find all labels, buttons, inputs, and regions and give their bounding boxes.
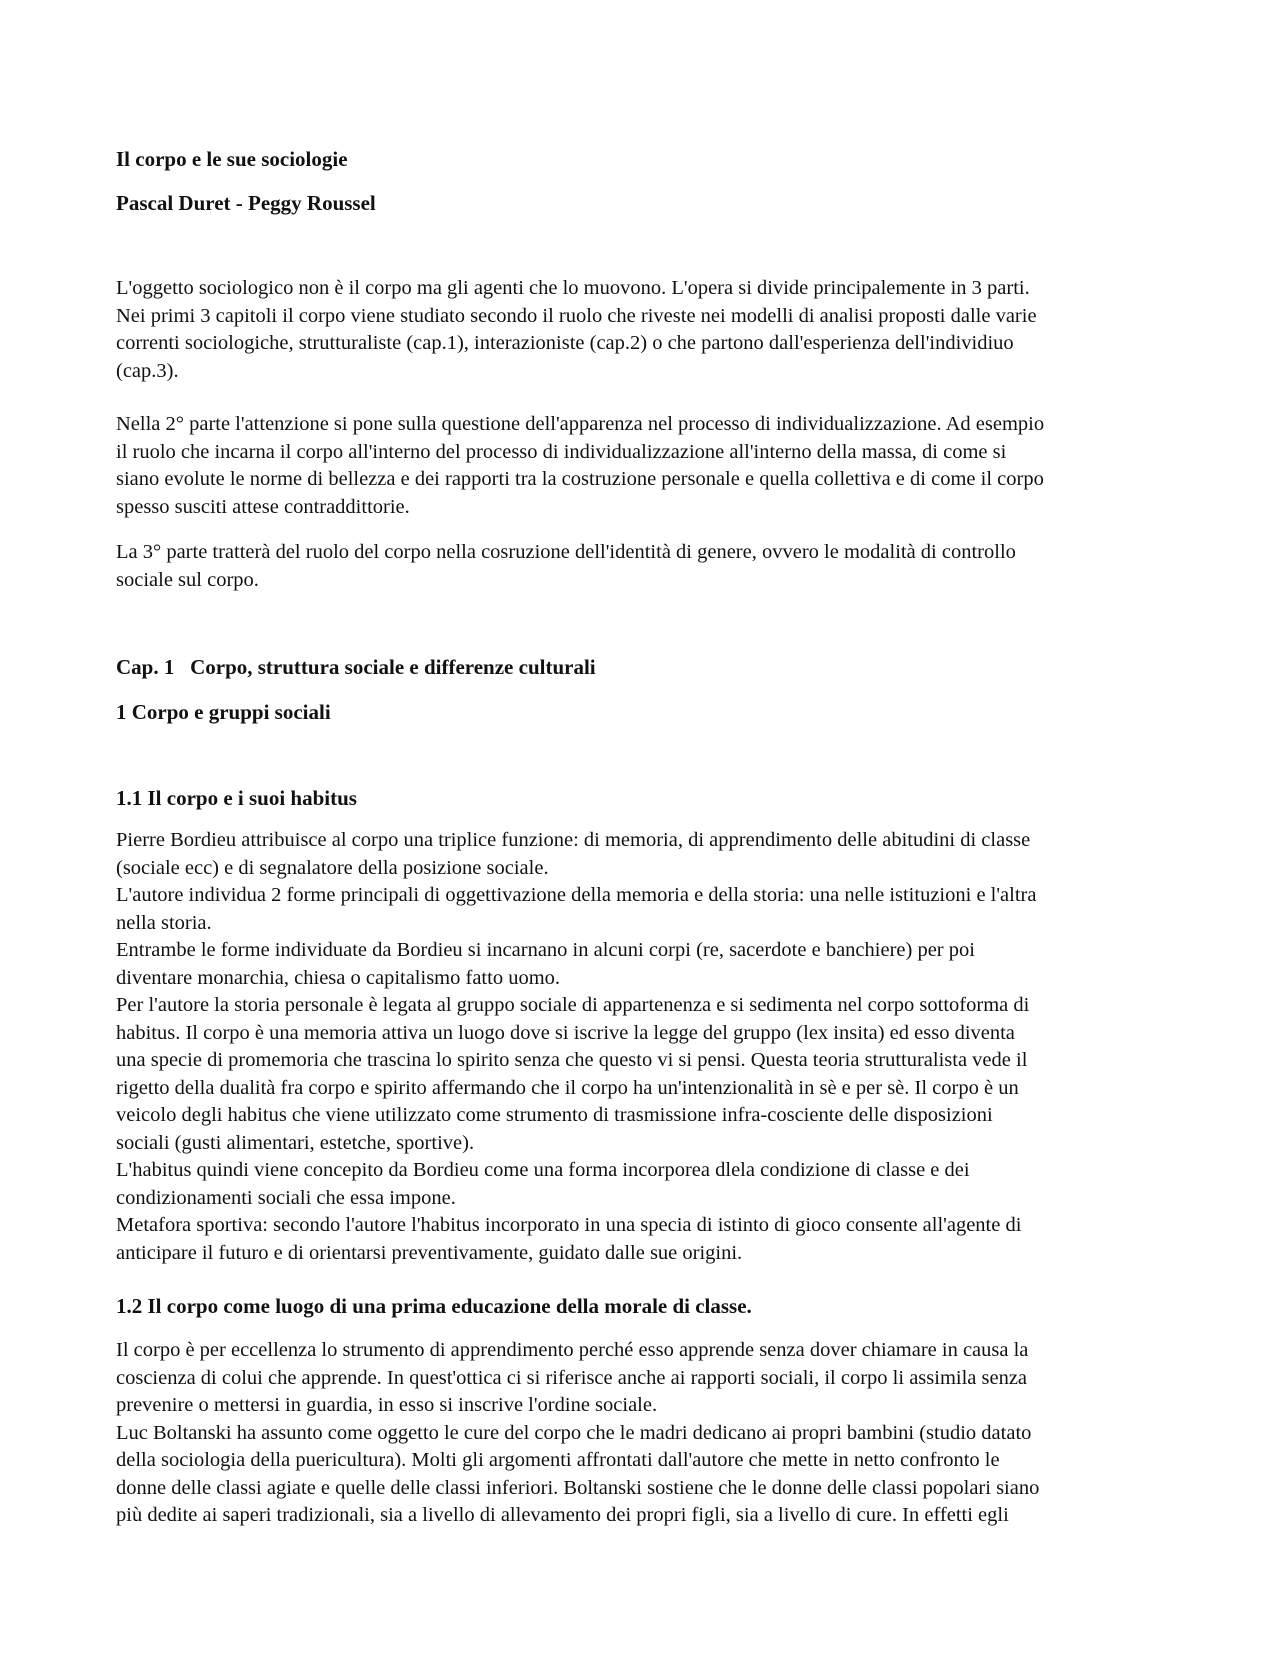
text-line: sociali (gusti alimentari, estetche, sportive). bbox=[116, 1131, 475, 1154]
text-line: rigetto della dualità fra corpo e spirito affermando che il corpo ha un'intenzionalità in sè e per sè. Il corpo è un bbox=[116, 1076, 1019, 1099]
text-line: coscienza di colui che apprende. In quest'ottica ci si riferisce anche ai rapporti sociali, il corpo li assimila senza bbox=[116, 1366, 1028, 1389]
text-line: Il corpo è per eccellenza lo strumento di apprendimento perché esso apprende senza dover chiamare in causa la bbox=[116, 1339, 1029, 1361]
text-line: (cap.3). bbox=[116, 359, 179, 382]
intro-paragraph-1 bbox=[116, 275, 1178, 385]
text-line: (sociale ecc) e di segnalatore della posizione sociale. bbox=[116, 856, 549, 879]
text-line: La 3° parte tratterà del ruolo del corpo nella cosruzione dell'identità di genere, ovvero le modalità di controllo bbox=[116, 541, 1016, 563]
text-line: L'autore individua 2 forme principali di oggettivazione della memoria e della storia: una nelle istituzioni e l'altra bbox=[116, 884, 1037, 906]
text-line: Luc Boltanski ha assunto come oggetto le cure del corpo che le madri dedicano ai propri bambini (studio datato bbox=[116, 1421, 1032, 1444]
text-line: donne delle classi agiate e quelle delle classi inferiori. Boltanski sostiene che le donne delle classi popolari siano bbox=[116, 1476, 1040, 1499]
text-line: il ruolo che incarna il corpo all'interno del processo di individualizzazione all'interno della massa, di come si bbox=[116, 440, 1007, 463]
text-line: Pierre Bordieu attribuisce al corpo una triplice funzione: di memoria, di apprendimento delle abitudini di classe bbox=[116, 829, 1031, 851]
section-heading: 1 Corpo e gruppi sociali bbox=[116, 700, 331, 724]
text-line: nella storia. bbox=[116, 911, 212, 934]
text-line: più dedite ai saperi tradizionali, sia a livello di allevamento dei propri figli, sia a livello di cure. In effetti egli bbox=[116, 1504, 1009, 1526]
document-authors: Pascal Duret - Peggy Roussel bbox=[116, 191, 376, 215]
intro-paragraph-3 bbox=[116, 539, 1178, 594]
subsection-2-body bbox=[116, 1337, 1178, 1530]
text-line: habitus. Il corpo è una memoria attiva un luogo dove si iscrive la legge del gruppo (lex insita) ed esso diventa bbox=[116, 1021, 1015, 1044]
document-title: Il corpo e le sue sociologie bbox=[116, 147, 348, 171]
text-line: spesso susciti attese contraddittorie. bbox=[116, 495, 410, 518]
subsection-1-body bbox=[116, 827, 1178, 1267]
text-line: Nei primi 3 capitoli il corpo viene studiato secondo il ruolo che riveste nei modelli di analisi proposti dalle varie bbox=[116, 304, 1037, 327]
text-line: sociale sul corpo. bbox=[116, 568, 259, 591]
text-line: prevenire o mettersi in guardia, in esso si inscrive l'ordine sociale. bbox=[116, 1394, 658, 1416]
text-line: L'oggetto sociologico non è il corpo ma gli agenti che lo muovono. L'opera si divide principalemente in 3 parti. bbox=[116, 277, 1030, 299]
text-line: Nella 2° parte l'attenzione si pone sulla questione dell'apparenza nel processo di individualizzazione. Ad esempio bbox=[116, 413, 1045, 435]
text-line: condizionamenti sociali che essa impone. bbox=[116, 1186, 456, 1209]
text-line: Entrambe le forme individuate da Bordieu si incarnano in alcuni corpi (re, sacerdote e banchiere) per poi bbox=[116, 939, 975, 961]
text-line: della sociologia della puericultura). Molti gli argomenti affrontati dall'autore che mette in netto confronto le bbox=[116, 1449, 1000, 1471]
text-line: anticipare il futuro e di orientarsi preventivamente, guidato dalle sue origini. bbox=[116, 1241, 743, 1264]
text-line: Metafora sportiva: secondo l'autore l'habitus incorporato in una specia di istinto di gioco consente all'agente di bbox=[116, 1214, 1022, 1236]
text-line: L'habitus quindi viene concepito da Bordieu come una forma incorporea dlela condizione di classe e dei bbox=[116, 1159, 970, 1181]
subsection-2-heading: 1.2 Il corpo come luogo di una prima educazione della morale di classe. bbox=[116, 1294, 752, 1318]
text-line: siano evolute le norme di bellezza e dei rapporti tra la costruzione personale e quella collettiva e di come il corpo bbox=[116, 468, 1044, 490]
text-line: diventare monarchia, chiesa o capitalismo fatto uomo. bbox=[116, 966, 561, 989]
intro-paragraph-2 bbox=[116, 411, 1178, 521]
text-line: correnti sociologiche, strutturaliste (cap.1), interazioniste (cap.2) o che partono dall'esperienza dell'individiuo bbox=[116, 332, 1014, 354]
text-line: Per l'autore la storia personale è legata al gruppo sociale di appartenenza e si sedimenta nel corpo sottoforma di bbox=[116, 994, 1030, 1016]
subsection-1-heading: 1.1 Il corpo e i suoi habitus bbox=[116, 786, 357, 810]
text-line: veicolo degli habitus che viene utilizzato come strumento di trasmissione infra-cosciente delle disposizioni bbox=[116, 1104, 993, 1126]
text-line: una specie di promemoria che trascina lo spirito senza che questo vi si pensi. Questa teoria strutturalista vede il bbox=[116, 1049, 1028, 1071]
chapter-heading: Cap. 1 Corpo, struttura sociale e differenze culturali bbox=[116, 655, 596, 679]
